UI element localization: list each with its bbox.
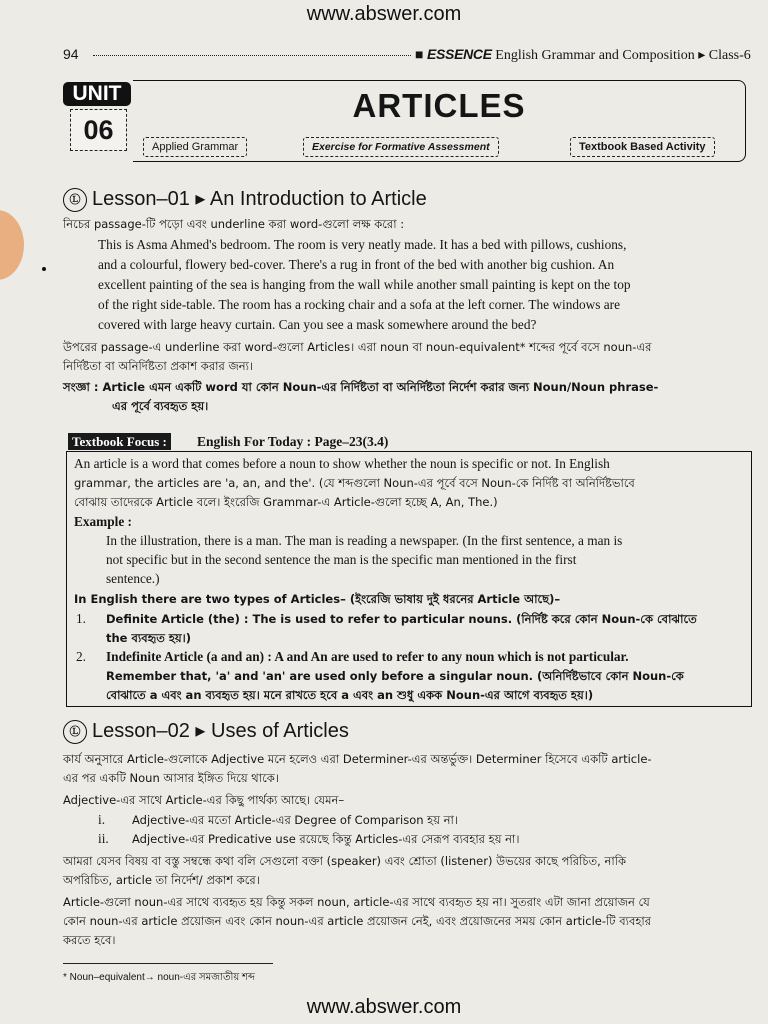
example-line: sentence.) [106, 571, 160, 586]
example-line: not specific but in the second sentence the man is the specific man mentioned in the first [106, 552, 577, 567]
types-heading: In English there are two types of Articles– (ইংরেজি ভাষায় দুই ধরনের Article আছে)– [74, 592, 561, 606]
example-line: In the illustration, there is a man. The man is reading a newspaper. (In the first sentence, a man is [106, 533, 623, 548]
unit-badge: UNIT [63, 82, 131, 106]
definition-line: এর পূর্বে ব্যবহৃত হয়। [112, 399, 209, 413]
chapter-title-box [133, 80, 746, 162]
lesson-1-heading [63, 186, 427, 212]
lesson-2-title: Lesson–02 ▸ Uses of Articles [92, 720, 349, 742]
list-item: Adjective-এর Predicative use রয়েছে কিন্তু Articles-এর সেরূপ ব্যবহার হয় না। [132, 832, 520, 846]
type-line: Indefinite Article (a and an) : A and An are used to refer to any noun which is not particular. [106, 649, 629, 664]
focus-line: বোঝায় তাদেরকে Article বলে। ইংরেজি Grammar-এ Article-গুলো হচ্ছে A, An, The.) [74, 495, 498, 509]
brand: ESSENCE [426, 46, 492, 62]
tag-textbook-activity: Textbook Based Activity [570, 137, 715, 157]
textbook-focus-source: English For Today : Page–23(3.4) [197, 434, 389, 449]
book-title: ■ ESSENCE English Grammar and Composition ▸ Class-6 [415, 46, 751, 63]
lesson-1-instruction: নিচের passage-টি পড়ো এবং underline করা word-গুলো লক্ষ করো : [63, 217, 405, 231]
type-line: the ব্যবহৃত হয়।) [106, 631, 192, 645]
lesson-2-para: কার্য অনুসারে Article-গুলোকে Adjective মনে হলেও এরা Determiner-এর অন্তর্ভুক্ত। Determiner হিসেবে একটি article- [63, 752, 652, 766]
unit-number: 06 [70, 109, 127, 151]
type-line: Remember that, 'a' and 'an' are used only before a singular noun. (অনির্দিষ্টভাবে কোন Noun-কে [106, 669, 684, 683]
type-line: Definite Article (the) : The is used to refer to particular nouns. (নির্দিষ্ট করে কোন Noun-কে বোঝাতে [106, 612, 697, 626]
example-label: Example : [74, 514, 132, 529]
passage-line: excellent painting of the sea is hanging from the wall while another small painting is kept on the top [98, 277, 631, 292]
type-number: 2. [76, 649, 86, 664]
stray-dot [42, 267, 46, 271]
class-label: Class-6 [708, 48, 751, 63]
lesson-1-title: Lesson–01 ▸ An Introduction to Article [92, 188, 427, 210]
lesson-2-para: কোন noun-এর article প্রয়োজন এবং কোন noun-এর article প্রয়োজন নেই, এবং প্রয়োজনের সময় কোন article-টি ব্যবহার [63, 914, 652, 928]
watermark-bottom: www.abswer.com [306, 996, 462, 1018]
passage-line: This is Asma Ahmed's bedroom. The room is very neatly made. It has a bed with pillows, cushions, [98, 237, 627, 252]
lesson-2-heading [63, 718, 349, 744]
tag-applied-grammar: Applied Grammar [143, 137, 247, 157]
watermark-top: www.abswer.com [306, 3, 462, 25]
dotted-leader [93, 55, 411, 56]
lesson-2-para: Article-গুলো noun-এর সাথে ব্যবহৃত হয় কিন্তু সকল noun, article-এর সাথে ব্যবহৃত হয় না। সুতরাং এটা জানা প্রয়োজন যে [63, 895, 650, 909]
page-number: 94 [63, 46, 79, 62]
lesson-2-para: Adjective-এর সাথে Article-এর কিছু পার্থক্য আছে। যেমন– [63, 793, 345, 807]
passage-line: and a colourful, flowery bed-cover. There's a rug in front of the bed with another big cushion. An [98, 257, 615, 272]
list-number: i. [98, 812, 106, 827]
lesson-icon: Ⓛ [63, 188, 87, 212]
lesson-icon: Ⓛ [63, 720, 87, 744]
running-head [63, 46, 753, 66]
type-number: 1. [76, 611, 86, 626]
textbook-focus-label: Textbook Focus : [68, 433, 171, 450]
passage-line: of the right side-table. The room has a rocking chair and a sofa at the left corner. The windows are [98, 297, 620, 312]
finger-shadow [0, 210, 24, 280]
list-number: ii. [98, 831, 109, 846]
type-line: বোঝাতে a এবং an ব্যবহৃত হয়। মনে রাখতে হবে a এবং an শুধু একক Noun-এর আগে ব্যবহৃত হয়।) [106, 688, 594, 702]
explanation-line: নির্দিষ্টতা বা অনির্দিষ্টতা প্রকাশ করার জন্য। [63, 359, 254, 373]
focus-line: An article is a word that comes before a noun to show whether the noun is specific or not. In English [74, 456, 610, 471]
focus-line: grammar, the articles are 'a, an, and the'. (যে শব্দগুলো Noun-এর পূর্বে বসে Noun-কে নির্দিষ্ট বা অনির্দিষ্টভাবে [74, 476, 635, 490]
tag-formative-assessment: Exercise for Formative Assessment [303, 137, 499, 157]
lesson-2-para: এর পর একটি Noun আসার ইঙ্গিত দিয়ে থাকে। [63, 771, 279, 785]
list-item: Adjective-এর মতো Article-এর Degree of Comparison হয় না। [132, 813, 458, 827]
definition-line: সংজ্ঞা : Article এমন একটি word যা কোন Noun-এর নির্দিষ্টতা বা অনির্দিষ্টতা নির্দেশ করার জন্য Noun/Noun phrase- [63, 380, 659, 394]
footnote-rule [63, 963, 273, 964]
footnote: * Noun–equivalent→ noun-এর সমজাতীয় শব্দ [63, 972, 255, 983]
explanation-line: উপরের passage-এ underline করা word-গুলো Articles। এরা noun বা noun-equivalent* শব্দের পূর্বে বসে noun-এর [63, 340, 652, 354]
chapter-title: ARTICLES [352, 87, 526, 124]
lesson-2-para: করতে হবে। [63, 933, 116, 947]
book-subtitle: English Grammar and Composition [495, 48, 695, 63]
lesson-2-para: আমরা যেসব বিষয় বা বস্তু সম্বন্ধে কথা বলি সেগুলো বক্তা (speaker) এবং শ্রোতা (listener) উভয়ের কাছে পরিচিত, নাকি [63, 854, 627, 868]
lesson-2-para: অপরিচিত, article তা নির্দেশ/ প্রকাশ করে। [63, 873, 260, 887]
passage-line: covered with large heavy curtain. Can you see a mask somewhere around the bed? [98, 317, 537, 332]
